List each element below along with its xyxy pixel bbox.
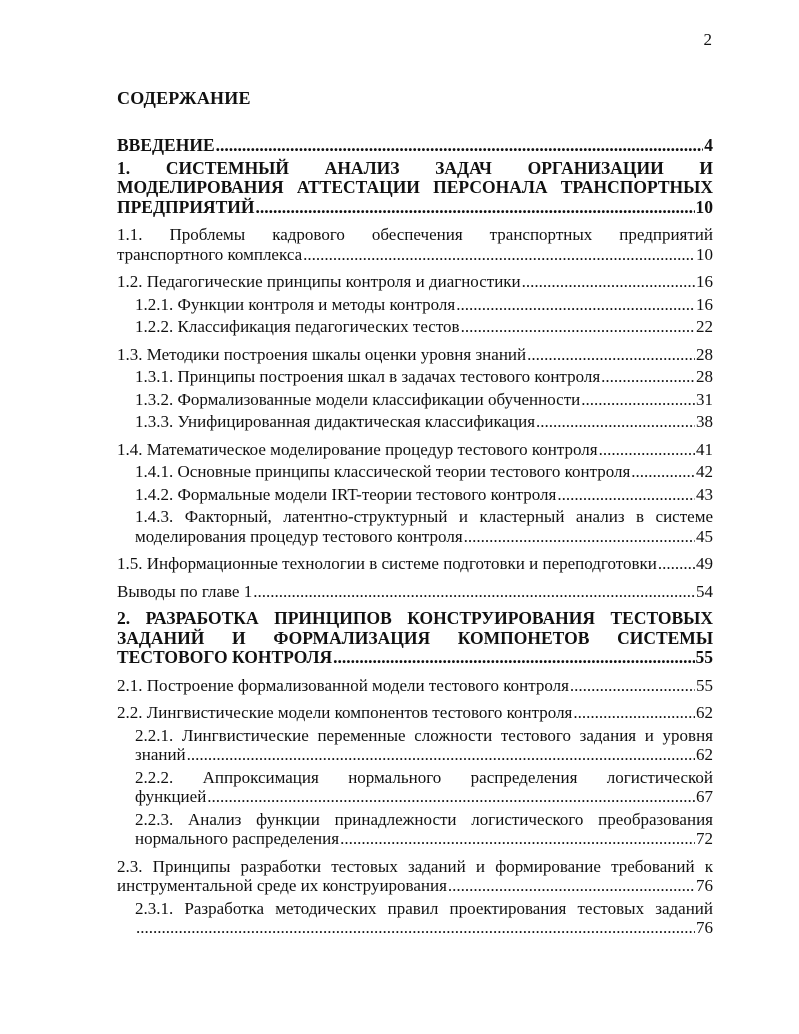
toc-entry-leader-row — [117, 440, 713, 460]
toc-entry-page-number: 55 — [696, 675, 713, 695]
toc-entry-s2-2-1 — [135, 726, 713, 765]
dot-leader — [581, 390, 695, 410]
toc-entry-leader-row — [117, 676, 713, 696]
toc-entry-line: 2.3. Принципы разработки тестовых заданий и формирование требований к — [117, 856, 713, 876]
toc-entry-title: моделирования процедур тестового контроля — [135, 526, 463, 546]
toc-entry-title: ВВЕДЕНИЕ — [117, 135, 215, 155]
toc-entry-title: транспортного комплекса — [117, 244, 303, 264]
toc-entry-title: Выводы по главе 1 — [117, 581, 253, 601]
dot-leader — [461, 317, 695, 337]
toc-entry-s1-4-3 — [135, 507, 713, 546]
toc-entry-title: 1.4.2. Формальные модели IRT-теории тестового контроля — [135, 484, 557, 504]
toc-entry-s1-2-2 — [135, 317, 713, 337]
toc-entry-page-number: 42 — [696, 462, 713, 481]
toc-entry-s1-4-2 — [135, 485, 713, 505]
dot-leader — [253, 582, 695, 602]
toc-entry-line: 2.2.1. Лингвистические переменные сложности тестового задания и уровня — [135, 725, 713, 745]
toc-entry-leader-row — [135, 829, 713, 849]
toc-entry-s1-3-3 — [135, 412, 713, 432]
toc-entry-page-number: 10 — [696, 244, 713, 264]
dot-leader — [557, 485, 695, 505]
dot-leader — [536, 412, 695, 432]
dot-leader — [207, 787, 695, 807]
toc-entry-leader-row — [135, 918, 713, 938]
toc-entry-line: 2. РАЗРАБОТКА ПРИНЦИПОВ КОНСТРУИРОВАНИЯ ТЕСТОВЫХ — [117, 608, 713, 628]
toc-entry-s1-4 — [117, 440, 713, 460]
toc-entry-s2-2-2 — [135, 768, 713, 807]
toc-entry-s1-2-1 — [135, 295, 713, 315]
toc-entry-title: знаний — [135, 745, 186, 764]
toc-entry-title: 2.2. Лингвистические модели компонентов тестового контроля — [117, 703, 573, 722]
table-of-contents — [117, 136, 713, 938]
toc-entry-page-number: 49 — [696, 554, 713, 573]
toc-entry-leader-row — [117, 245, 713, 265]
dot-leader — [631, 462, 695, 482]
toc-entry-s1-3-1 — [135, 367, 713, 387]
toc-entry-page-number: 22 — [696, 317, 713, 336]
dot-leader — [136, 918, 695, 938]
page-number: 2 — [703, 30, 712, 49]
toc-entry-leader-row — [135, 527, 713, 547]
toc-entry-leader-row — [135, 745, 713, 765]
dot-leader — [187, 745, 695, 765]
toc-entry-line: 1.4.3. Факторный, латентно-структурный и кластерный анализ в системе — [135, 507, 713, 526]
toc-entry-leader-row — [117, 554, 713, 574]
toc-entry-title: 1.2. Педагогические принципы контроля и диагностики — [117, 272, 521, 291]
page-title: СОДЕРЖАНИЕ — [117, 88, 251, 108]
toc-entry-s1-1 — [117, 225, 713, 264]
toc-entry-title: ТЕСТОВОГО КОНТРОЛЯ — [117, 647, 333, 667]
toc-entry-page-number: 16 — [696, 272, 713, 291]
dot-leader — [333, 648, 694, 668]
toc-entry-leader-row — [135, 787, 713, 807]
toc-entry-line: 2.2.3. Анализ функции принадлежности логистического преобразования — [135, 809, 713, 829]
toc-entry-title: 1.3.3. Унифицированная дидактическая классификация — [135, 412, 536, 431]
toc-entry-concl1 — [117, 582, 713, 602]
toc-entry-title: 1.3.1. Принципы построения шкал в задачах тестового контроля — [135, 367, 601, 386]
toc-entry-title: 1.2.2. Классификация педагогических тестов — [135, 317, 460, 336]
dot-leader — [570, 676, 695, 696]
toc-entry-s1-4-1 — [135, 462, 713, 482]
dot-leader — [527, 345, 695, 365]
toc-entry-ch1 — [117, 159, 713, 218]
toc-entry-title: 1.3.2. Формализованные модели классификации обученности — [135, 389, 581, 409]
toc-entry-page-number: 4 — [704, 135, 713, 155]
dot-leader — [601, 367, 695, 387]
toc-entry-title: 1.4. Математическое моделирование процедур тестового контроля — [117, 439, 598, 459]
toc-entry-page-number: 16 — [696, 294, 713, 314]
toc-entry-title: функцией — [135, 787, 207, 806]
toc-entry-leader-row — [117, 198, 713, 218]
toc-entry-page-number: 43 — [696, 484, 713, 504]
toc-entry-leader-row — [117, 272, 713, 292]
dot-leader — [658, 554, 695, 574]
dot-leader — [255, 198, 694, 218]
toc-entry-page-number: 45 — [696, 526, 713, 546]
toc-entry-page-number: 76 — [696, 876, 713, 895]
toc-entry-page-number: 10 — [695, 196, 713, 217]
toc-entry-leader-row — [135, 485, 713, 505]
toc-entry-page-number: 67 — [696, 787, 713, 806]
toc-entry-leader-row — [135, 317, 713, 337]
toc-entry-leader-row — [117, 648, 713, 668]
dot-leader — [303, 245, 695, 265]
toc-entry-title: инструментальной среде их конструирования — [117, 876, 447, 895]
toc-entry-title: 2.1. Построение формализованной модели тестового контроля — [117, 675, 569, 695]
toc-entry-page-number: 62 — [696, 703, 713, 722]
toc-entry-page-number: 28 — [696, 344, 713, 364]
dot-leader — [456, 295, 695, 315]
toc-entry-page-number: 62 — [696, 745, 713, 764]
toc-entry-ch2 — [117, 609, 713, 668]
dot-leader — [216, 136, 704, 156]
toc-entry-s1-3-2 — [135, 390, 713, 410]
toc-entry-line: ЗАДАНИЙ И ФОРМАЛИЗАЦИЯ КОМПОНЕТОВ СИСТЕМЫ — [117, 627, 713, 648]
dot-leader — [522, 272, 695, 292]
toc-entry-leader-row — [117, 876, 713, 896]
dot-leader — [599, 440, 695, 460]
toc-entry-page-number: 76 — [696, 918, 713, 937]
toc-entry-s2-2-3 — [135, 810, 713, 849]
toc-entry-page-number: 54 — [696, 581, 713, 601]
toc-entry-title: 1.4.1. Основные принципы классической теории тестового контроля — [135, 462, 631, 481]
dot-leader — [464, 527, 695, 547]
toc-entry-leader-row — [117, 136, 713, 156]
toc-entry-page-number: 38 — [696, 412, 713, 431]
toc-entry-leader-row — [135, 390, 713, 410]
toc-entry-s2-1 — [117, 676, 713, 696]
dot-leader — [340, 829, 695, 849]
toc-entry-page-number: 41 — [696, 439, 713, 459]
toc-entry-s2-2 — [117, 703, 713, 723]
toc-entry-leader-row — [117, 582, 713, 602]
toc-entry-leader-row — [135, 295, 713, 315]
toc-entry-page-number: 31 — [696, 389, 713, 409]
toc-entry-s2-3-1 — [135, 899, 713, 938]
toc-entry-line: 2.2.2. Аппроксимация нормального распределения логистической — [135, 767, 713, 787]
toc-entry-line: 1.1. Проблемы кадрового обеспечения транспортных предприятий — [117, 225, 713, 244]
toc-entry-s1-2 — [117, 272, 713, 292]
dot-leader — [573, 703, 695, 723]
toc-entry-leader-row — [135, 462, 713, 482]
toc-entry-title: 1.3. Методики построения шкалы оценки уровня знаний — [117, 344, 527, 364]
toc-entry-title: нормального распределения — [135, 829, 340, 848]
toc-entry-title: 1.2.1. Функции контроля и методы контроля — [135, 294, 456, 314]
toc-entry-page-number: 72 — [696, 829, 713, 848]
toc-entry-line: 2.3.1. Разработка методических правил проектирования тестовых заданий — [135, 898, 713, 918]
toc-entry-title: ПРЕДПРИЯТИЙ — [117, 196, 255, 217]
toc-entry-page-number: 55 — [695, 647, 713, 667]
toc-entry-line: 1. СИСТЕМНЫЙ АНАЛИЗ ЗАДАЧ ОРГАНИЗАЦИИ И — [117, 157, 713, 178]
toc-entry-leader-row — [135, 367, 713, 387]
toc-entry-leader-row — [135, 412, 713, 432]
toc-entry-line: МОДЕЛИРОВАНИЯ АТТЕСТАЦИИ ПЕРСОНАЛА ТРАНСПОРТНЫХ — [117, 177, 713, 197]
toc-entry-title: 1.5. Информационные технологии в системе подготовки и переподготовки — [117, 554, 657, 573]
toc-entry-leader-row — [117, 345, 713, 365]
toc-entry-s1-3 — [117, 345, 713, 365]
toc-entry-page-number: 28 — [696, 367, 713, 386]
dot-leader — [448, 876, 695, 896]
toc-entry-s2-3 — [117, 857, 713, 896]
toc-entry-leader-row — [117, 703, 713, 723]
toc-entry-s1-5 — [117, 554, 713, 574]
toc-entry-intro — [117, 136, 713, 156]
